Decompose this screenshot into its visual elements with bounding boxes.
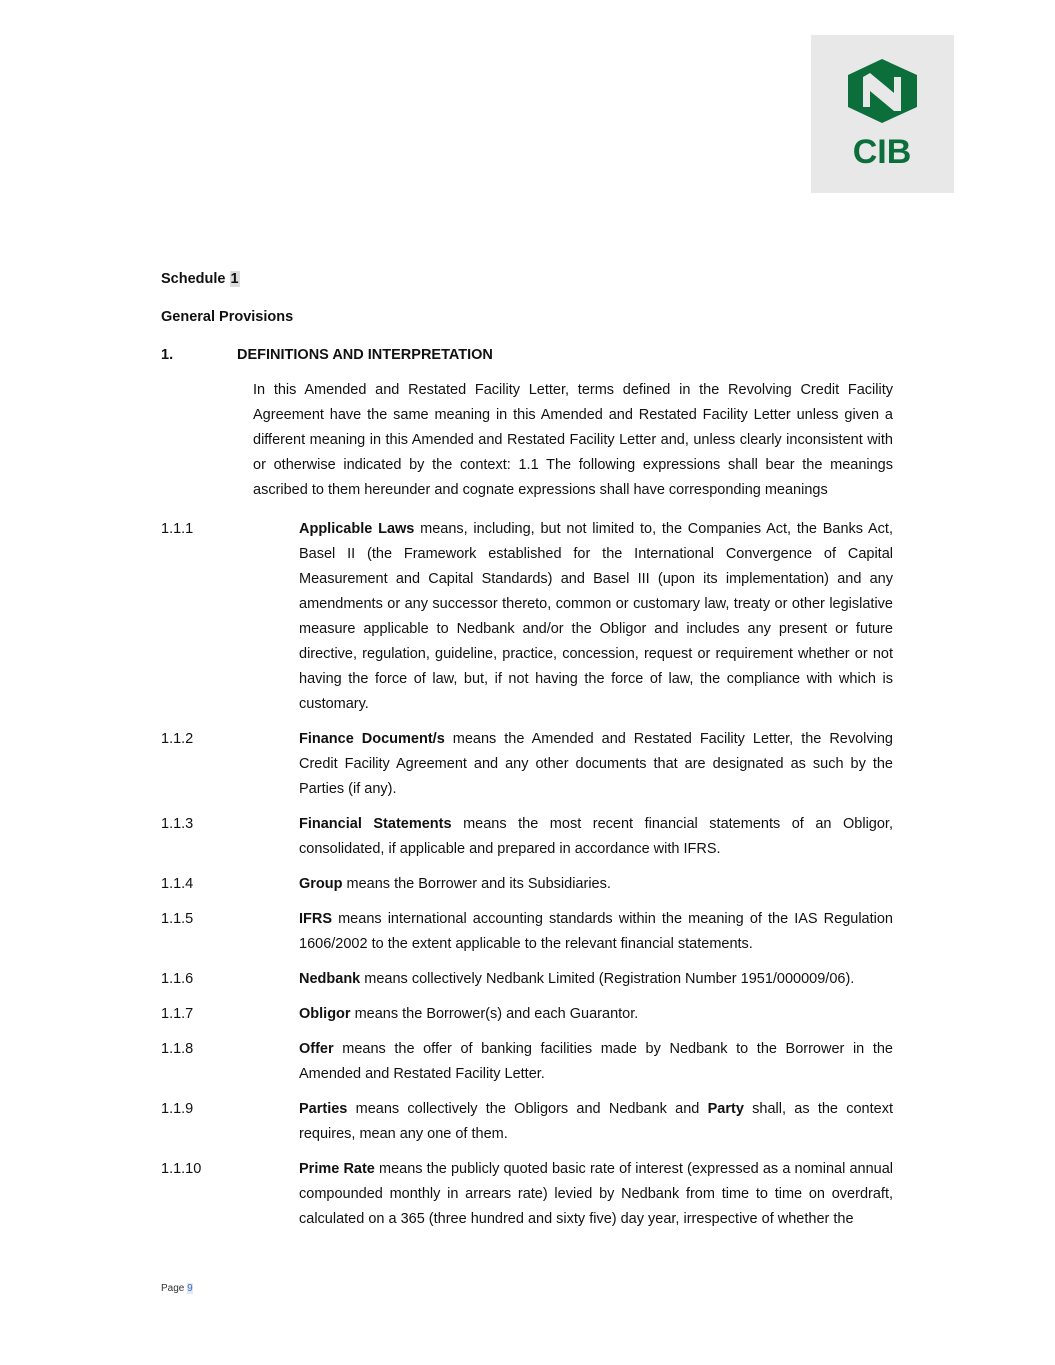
definition-body: means the publicly quoted basic rate of interest (expressed as a nominal annual compounded monthly in arrears rate) levied by Nedbank from time to time on overdraft, calculated on a 365 (three hundred and sixty five) day year, irrespective of whether the (299, 1161, 893, 1227)
schedule-heading (161, 271, 240, 287)
definition-item (0, 1037, 1055, 1087)
definition-body: means the Borrower and its Subsidiaries. (342, 876, 611, 892)
schedule-label: Schedule (161, 271, 226, 287)
definition-number: 1.1.5 (161, 911, 194, 927)
definition-body-secondary: shall, as the context requires, mean any one of them. (299, 1101, 893, 1142)
definition-number: 1.1.2 (161, 731, 194, 747)
definition-term: Nedbank (299, 971, 361, 987)
definition-number: 1.1.6 (161, 971, 194, 987)
definition-item (0, 907, 1055, 957)
logo-text: CIB (852, 133, 912, 171)
page-number: 9 (187, 1283, 193, 1294)
definition-body: means collectively Nedbank Limited (Registration Number 1951/000009/06). (360, 971, 855, 987)
definition-item (0, 1097, 1055, 1147)
definition-number: 1.1.3 (161, 816, 194, 832)
definition-body: means the Borrower(s) and each Guarantor. (350, 1006, 639, 1022)
definition-body: means the most recent financial statements of an Obligor, consolidated, if applicable and prepared in accordance with IFRS. (299, 816, 893, 857)
general-provisions-heading: General Provisions (161, 309, 294, 325)
definitions-list (0, 517, 1055, 1242)
section-title: DEFINITIONS AND INTERPRETATION (237, 347, 493, 363)
definition-term: Applicable Laws (299, 521, 415, 537)
definition-text (299, 907, 893, 957)
page-label: Page (161, 1283, 185, 1294)
page-footer (161, 1283, 193, 1294)
definition-text (299, 967, 893, 992)
definition-item (0, 517, 1055, 717)
definition-item (0, 1002, 1055, 1027)
section-number: 1. (161, 347, 174, 363)
definition-text (299, 727, 893, 802)
definition-number: 1.1.8 (161, 1041, 194, 1057)
definition-item (0, 1157, 1055, 1232)
definition-body: means international accounting standards within the meaning of the IAS Regulation 1606/2002 to the extent applicable to the relevant financial statements. (299, 911, 893, 952)
definition-term: Financial Statements (299, 816, 452, 832)
definition-text (299, 1002, 893, 1027)
definition-item (0, 967, 1055, 992)
definition-number: 1.1.9 (161, 1101, 194, 1117)
definition-body: means the offer of banking facilities made by Nedbank to the Borrower in the Amended and Restated Facility Letter. (299, 1041, 893, 1082)
definition-number: 1.1.4 (161, 876, 194, 892)
intro-paragraph: In this Amended and Restated Facility Letter, terms defined in the Revolving Credit Facility Agreement have the same meaning in this Amended and Restated Facility Letter unless given a different meaning in this Amended and Restated Facility Letter and, unless clearly inconsistent with or otherwise indicated by the context: 1.1 The following expressions shall bear the meanings ascribed to them hereunder and cognate expressions shall have corresponding meanings (253, 382, 893, 498)
definition-item (0, 872, 1055, 897)
definition-term: IFRS (299, 911, 333, 927)
definition-number: 1.1.10 (161, 1161, 202, 1177)
nedbank-emblem-icon (848, 59, 917, 123)
definition-text (299, 1037, 893, 1087)
definition-term: Offer (299, 1041, 334, 1057)
definition-body: means, including, but not limited to, the Companies Act, the Banks Act, Basel II (the Framework established for the International Convergence of Capital Measurement and Capital Standards) and Basel III (upon its implementation) and any amendments or any successor thereto, common or customary law, treaty or other legislative measure applicable to Nedbank and/or the Obligor and includes any present or future directive, regulation, guideline, practice, concession, request or requirement whether or not having the force of law, but, if not having the force of law, the compliance with which is customary. (299, 521, 893, 712)
definition-term: Obligor (299, 1006, 351, 1022)
definition-term: Finance Document/s (299, 731, 445, 747)
definition-term: Group (299, 876, 343, 892)
definition-text (299, 1157, 893, 1232)
definition-text (299, 1097, 893, 1147)
nedbank-cib-logo (811, 35, 954, 193)
schedule-number: 1 (230, 271, 239, 287)
definition-text (299, 872, 893, 897)
definition-text (299, 517, 893, 717)
definition-term: Prime Rate (299, 1161, 375, 1177)
definition-term: Parties (299, 1101, 348, 1117)
definition-item (0, 812, 1055, 862)
definition-term-secondary: Party (707, 1101, 744, 1117)
definition-text (299, 812, 893, 862)
definition-body: means collectively the Obligors and Nedbank and (347, 1101, 708, 1117)
definition-number: 1.1.1 (161, 521, 194, 537)
definition-body: means the Amended and Restated Facility Letter, the Revolving Credit Facility Agreement and any other documents that are designated as such by the Parties (if any). (299, 731, 893, 797)
definition-item (0, 727, 1055, 802)
definition-number: 1.1.7 (161, 1006, 194, 1022)
